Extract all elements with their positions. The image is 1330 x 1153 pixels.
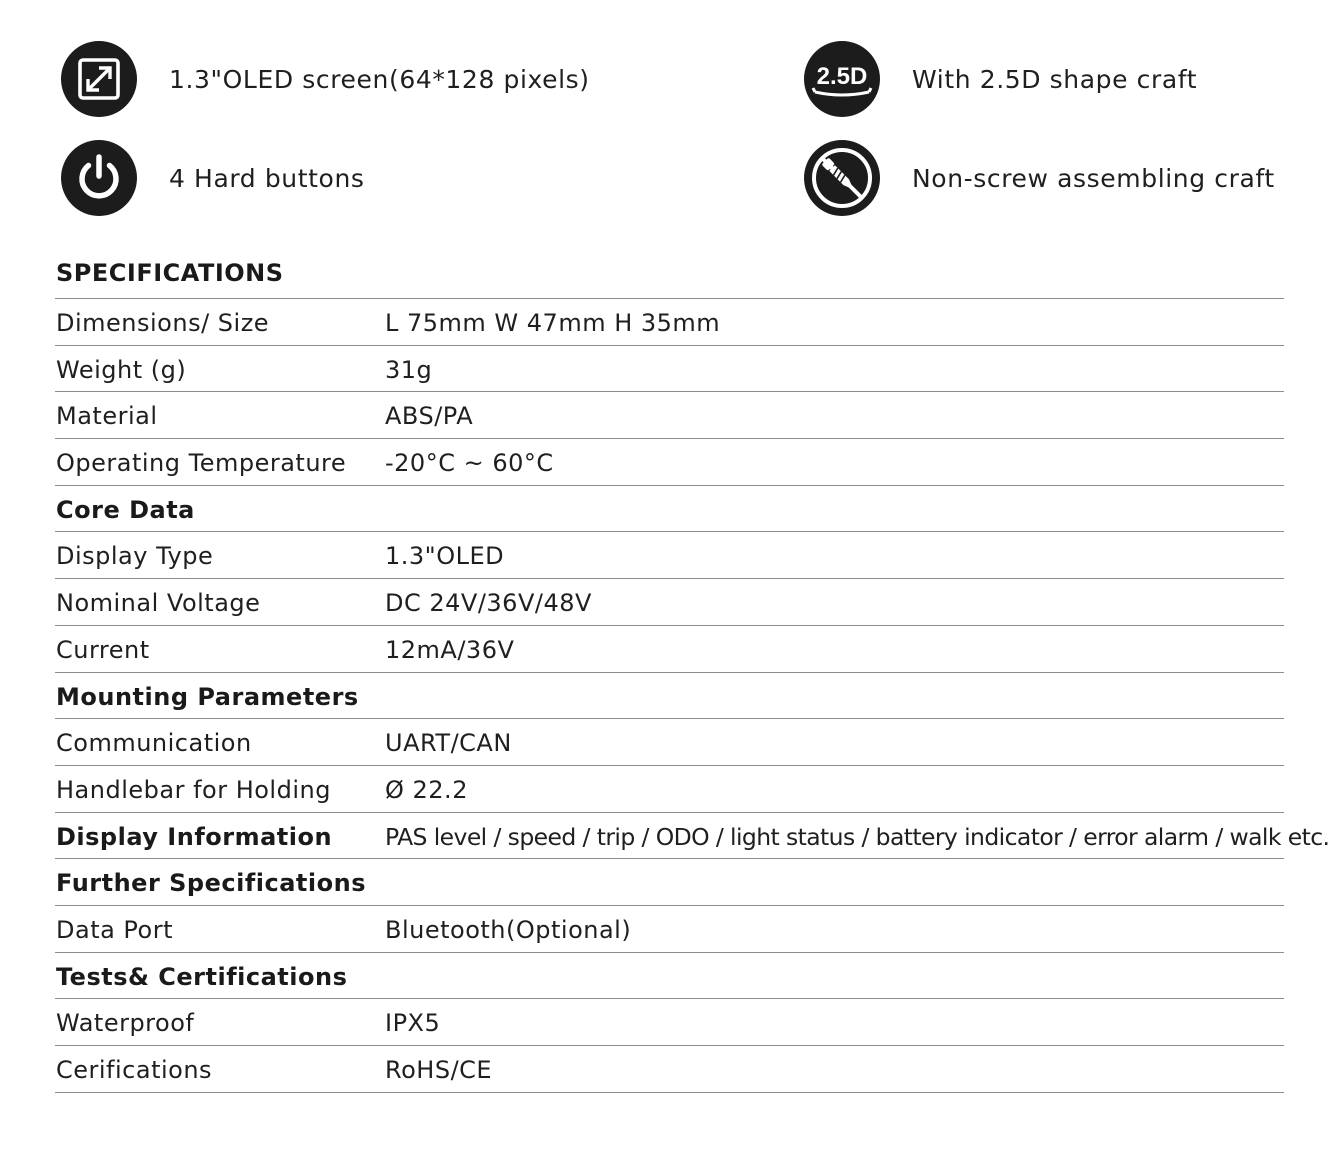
spec-value: 12mA/36V — [385, 635, 515, 664]
spec-section-title: Mounting Parameters — [56, 682, 359, 711]
spec-value: UART/CAN — [385, 729, 512, 758]
specifications-table — [55, 298, 1330, 1093]
feature-label: 1.3"OLED screen(64*128 pixels) — [169, 64, 590, 94]
spec-row — [55, 626, 1284, 673]
feature-label: 4 Hard buttons — [169, 163, 365, 193]
2-5d-icon — [804, 41, 880, 117]
spec-label: Display Information — [56, 822, 333, 851]
spec-label: Operating Temperature — [56, 449, 347, 478]
spec-row — [55, 579, 1284, 626]
spec-row — [55, 532, 1284, 579]
2-5d-icon-text: 2.5D — [816, 63, 868, 90]
spec-row — [55, 813, 1330, 860]
spec-section-row — [55, 673, 1284, 720]
spec-row — [55, 999, 1284, 1046]
spec-row — [55, 299, 1284, 346]
spec-label: Data Port — [56, 915, 174, 944]
spec-label: Waterproof — [56, 1009, 195, 1038]
spec-value: Ø 22.2 — [385, 775, 468, 804]
no-screw-icon — [804, 140, 880, 216]
spec-row — [55, 766, 1284, 813]
feature-non-screw — [804, 139, 1275, 217]
spec-value: IPX5 — [385, 1009, 441, 1038]
spec-label: Weight (g) — [56, 355, 187, 384]
specifications-title: SPECIFICATIONS — [56, 259, 284, 287]
spec-value: PAS level / speed / trip / ODO / light status / battery indicator / error alarm / walk etc. — [385, 822, 1330, 851]
spec-value: -20°C ~ 60°C — [385, 449, 554, 478]
spec-section-title: Core Data — [56, 495, 195, 524]
spec-label: Display Type — [56, 542, 214, 571]
feature-label: With 2.5D shape craft — [912, 64, 1198, 94]
spec-label: Nominal Voltage — [56, 589, 261, 618]
spec-value: ABS/PA — [385, 402, 474, 431]
spec-section-row — [55, 953, 1284, 1000]
spec-value: 31g — [385, 355, 433, 384]
spec-value: DC 24V/36V/48V — [385, 589, 592, 618]
spec-label: Material — [56, 402, 158, 431]
feature-2-5d-craft — [804, 40, 1197, 118]
spec-label: Cerifications — [56, 1056, 213, 1084]
spec-row — [55, 439, 1284, 486]
spec-value: Bluetooth(Optional) — [385, 915, 632, 944]
spec-section-title: Further Specifications — [56, 869, 366, 898]
spec-section-row — [55, 486, 1284, 533]
spec-row — [55, 719, 1284, 766]
feature-oled-screen — [61, 40, 590, 118]
spec-row — [55, 906, 1284, 953]
spec-section-title: Tests& Certifications — [56, 962, 348, 991]
feature-hard-buttons — [61, 139, 365, 217]
spec-row — [55, 392, 1284, 439]
spec-value: L 75mm W 47mm H 35mm — [385, 309, 721, 337]
spec-row — [55, 346, 1284, 393]
expand-screen-icon — [61, 41, 137, 117]
spec-row — [55, 1046, 1284, 1093]
power-icon — [61, 140, 137, 216]
spec-label: Current — [56, 635, 150, 664]
spec-label: Handlebar for Holding — [56, 775, 331, 804]
spec-section-row — [55, 859, 1284, 906]
spec-value: RoHS/CE — [385, 1056, 493, 1084]
spec-label: Dimensions/ Size — [56, 309, 270, 337]
spec-value: 1.3"OLED — [385, 542, 505, 571]
spec-label: Communication — [56, 729, 252, 758]
feature-label: Non-screw assembling craft — [912, 163, 1275, 193]
